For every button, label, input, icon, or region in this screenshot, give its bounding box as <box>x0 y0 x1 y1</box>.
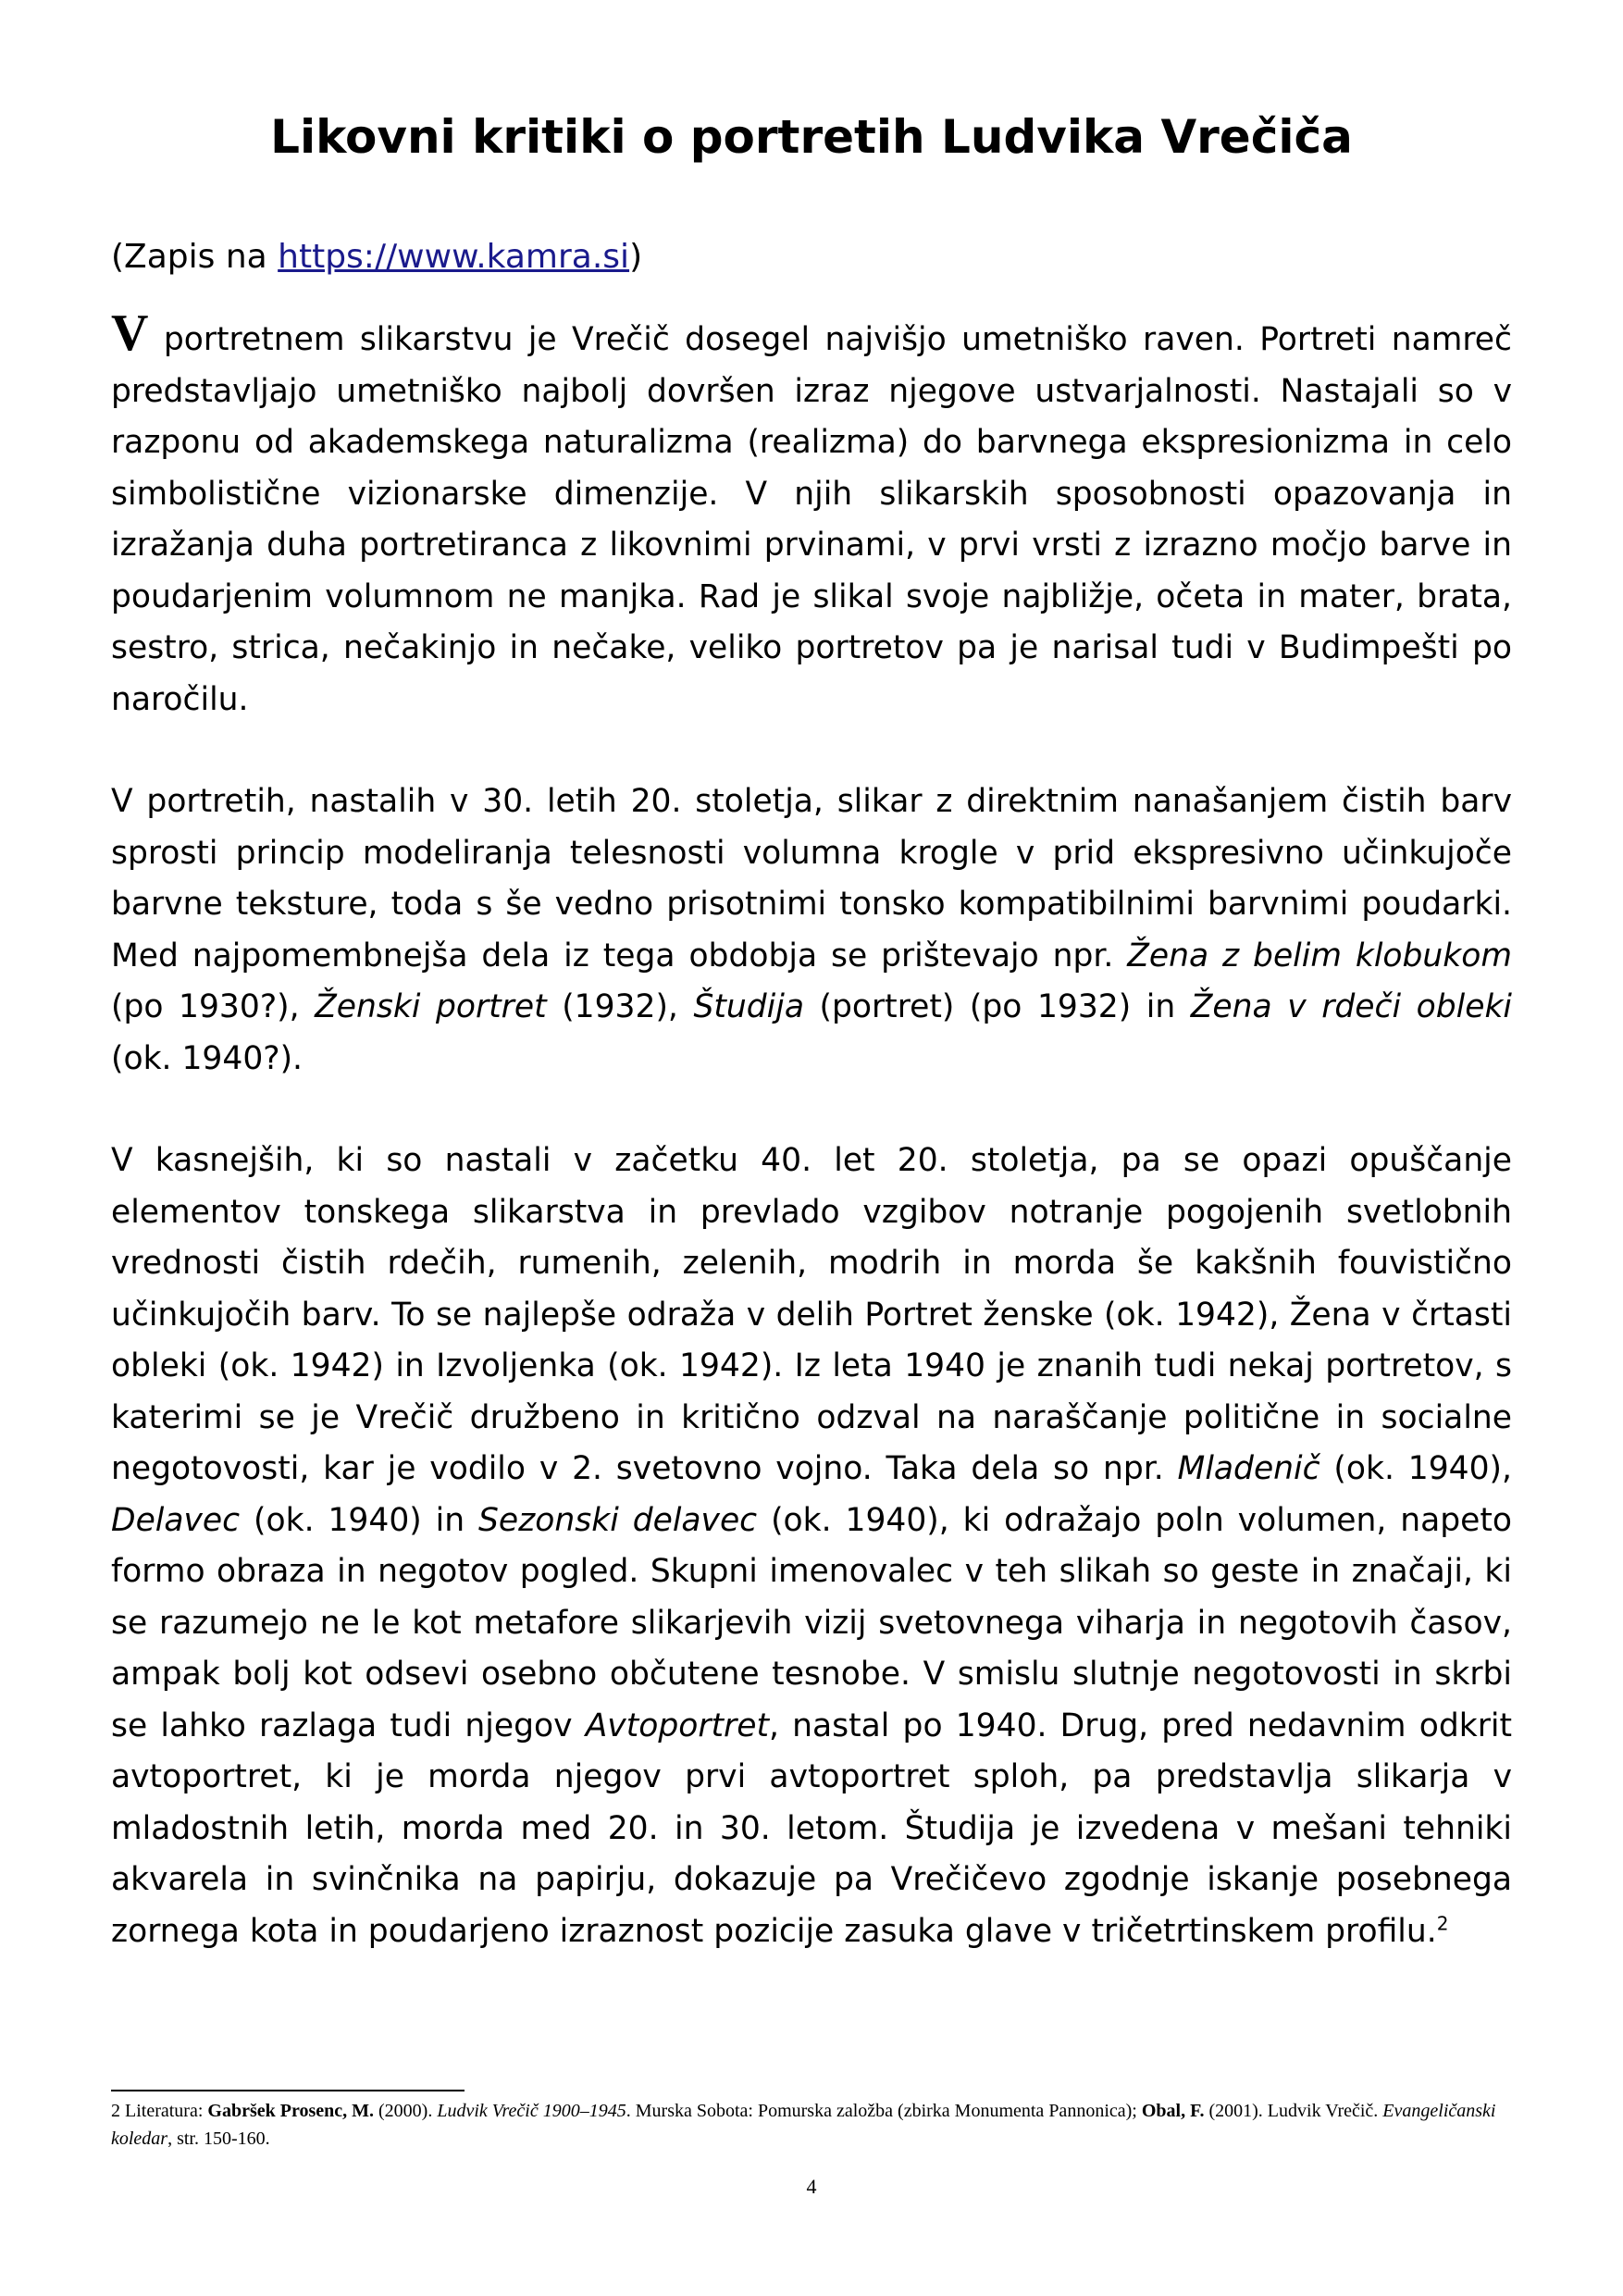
text-run: Žena z belim klobukom <box>1127 937 1512 974</box>
text-run: (ok. 1940), ki odražajo poln volumen, napeto formo obraza in negotov pogled. Skupni imenovalec v teh slikah so geste in značaji, ki se razumejo ne le kot metafore slikarjevih vizij svetovnega viharja in negotovih časov, ampak bolj kot odsevi osebno občutene tesnobe. V smislu slutnje negotovosti in skrbi se lahko razlaga tudi njegov <box>111 1501 1512 1744</box>
text-run: (portret) (po 1932) in <box>803 988 1191 1025</box>
text-run: (ok. 1940?). <box>111 1039 304 1077</box>
text-run: Ludvik Vrečič 1900–1945 <box>437 2101 626 2121</box>
source-suffix: ) <box>629 238 643 276</box>
footnote <box>111 2097 1512 2153</box>
text-run: V kasnejših, ki so nastali v začetku 40. let 20. stoletja, pa se opazi opuščanje elementov tonskega slikarstva in prevlado vzgibov notranje pogojenih svetlobnih vrednosti čistih rdečih, rumenih, zelenih, modrih in morda še kakšnih fouvistično učinkujočih barv. To se najlepše odraža v delih Portret ženske (ok. 1942), Žena v črtasti obleki (ok. 1942) in Izvoljenka (ok. 1942). Iz leta 1940 je znanih tudi nekaj portretov, s katerimi se je Vrečič družbeno in kritično odzval na naraščanje politične in socialne negotovosti, kar je vodilo v 2. svetovno vojno. Taka dela so npr. <box>111 1142 1512 1487</box>
text-run: . Murska Sobota: Pomurska založba (zbirka Monumenta Pannonica); <box>626 2101 1142 2121</box>
text-run: 2 Literatura: <box>111 2101 208 2121</box>
text-run: Gabršek Prosenc, M. <box>207 2101 375 2121</box>
text-run: (2001). Ludvik Vrečič. <box>1204 2101 1383 2121</box>
source-prefix: (Zapis na <box>111 238 279 276</box>
paragraph-2 <box>111 776 1512 1085</box>
text-run: Delavec <box>111 1501 241 1539</box>
paragraph-1 <box>111 304 1512 726</box>
source-link[interactable]: https://www.kamra.si <box>278 238 630 276</box>
body-text <box>111 304 1513 2008</box>
page-number: 4 <box>806 2175 817 2198</box>
text-run: Mladenič <box>1177 1450 1320 1487</box>
document-title: Likovni kritiki o portretih Ludvika Vrečiča <box>270 110 1353 164</box>
text-run: Sezonski delavec <box>478 1501 758 1539</box>
footnote-divider <box>111 2090 465 2091</box>
text-run: (ok. 1940), <box>1319 1450 1512 1487</box>
text-run: Študija <box>693 988 804 1025</box>
text-run: (ok. 1940) in <box>240 1501 479 1539</box>
text-run: Obal, F. <box>1141 2101 1205 2121</box>
text-run: (1932), <box>546 988 694 1025</box>
text-run: (2000). <box>374 2101 438 2121</box>
footnote-ref: 2 <box>1436 1912 1449 1934</box>
text-run: portretnem slikarstvu je Vrečič dosegel najvišjo umetniško raven. Portreti namreč predstavljajo umetniško najbolj dovršen izraz njegove ustvarjalnosti. Nastajali so v razponu od akademskega naturalizma (realizma) do barvnega ekspresionizma in celo simbolistične vizionarske dimenzije. V njih slikarskih sposobnosti opazovanja in izražanja duha portretiranca z likovnimi prvinami, v prvi vrsti z izrazno močjo barve in poudarjenim volumnom ne manjka. Rad je slikal svoje najbližje, očeta in mater, brata, sestro, strica, nečakinjo in nečake, veliko portretov pa je narisal tudi v Budimpešti po naročilu. <box>111 321 1512 718</box>
text-run: , str. 150-160. <box>167 2128 270 2149</box>
text-run: Avtoportret <box>585 1706 769 1744</box>
text-run: , nastal po 1940. Drug, pred nedavnim odkrit avtoportret, ki je morda njegov prvi avtoportret sploh, pa predstavlja slikarja v mladostnih letih, morda med 20. in 30. letom. Študija je izvedena v mešani tehniki akvarela in svinčnika na papirju, dokazuje pa Vrečičevo zgodnje iskanje posebnega zornega kota in poudarjeno izraznost pozicije zasuka glave v tričetrtinskem profilu. <box>111 1706 1512 1950</box>
text-run: Žena v rdeči obleki <box>1190 988 1513 1025</box>
text-run: (po 1930?), <box>111 988 316 1025</box>
text-run: Evangeličanski koledar <box>111 2101 1496 2149</box>
source-line <box>111 236 1512 279</box>
text-run: Ženski portret <box>315 988 547 1025</box>
paragraph-3 <box>111 1136 1512 1957</box>
drop-cap: V <box>111 304 149 362</box>
text-run: V portretih, nastalih v 30. letih 20. stoletja, slikar z direktnim nanašanjem čistih barv sprosti princip modeliranja telesnosti volumna krogle v prid ekspresivno učinkujoče barvne teksture, toda s še vedno prisotnimi tonsko kompatibilnimi barvnimi poudarki. Med najpomembnejša dela iz tega obdobja se prištevajo npr. <box>111 783 1512 974</box>
